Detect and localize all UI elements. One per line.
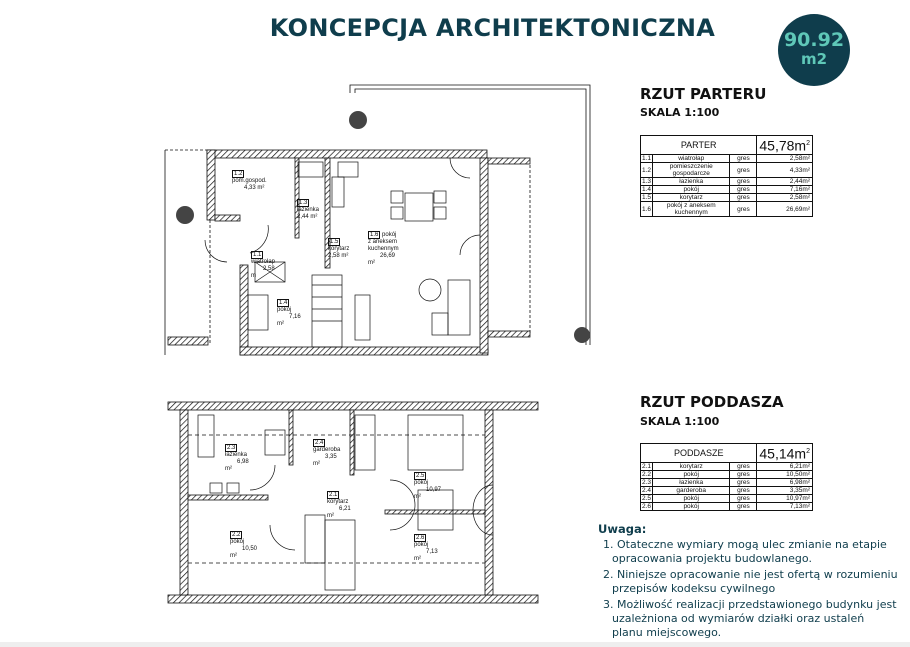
notes-heading: Uwaga: [598, 522, 647, 536]
room-label: 2.5 pokój 10,97 m² [414, 473, 442, 500]
floor-finish: gres [730, 471, 757, 479]
room-number: 2.3 [642, 479, 652, 486]
room-name: pokój [653, 503, 730, 511]
floor-finish: gres [730, 479, 757, 487]
room-label: 2.4 garderoba 3,35 m² [313, 440, 341, 467]
room-name: wiatrołap [653, 155, 730, 163]
floor-finish: gres [730, 186, 757, 194]
total-area-badge [778, 14, 850, 86]
room-name: pokój z aneksem kuchennym [653, 202, 730, 217]
room-number: 1.4 [642, 186, 652, 193]
table-total: $45,78m^2$ [757, 136, 813, 155]
bottom-divider [0, 642, 910, 647]
room-label: 1.2 pom.gospod. 4,33 m² [232, 171, 267, 191]
room-label: 1.1 wiatrołap 2,58 m [251, 252, 276, 279]
ground-floor-scale: SKALA 1:100 [640, 106, 720, 119]
room-area: 7,13m² [757, 503, 813, 511]
room-number: 1.3 [642, 178, 652, 185]
table-row [641, 186, 813, 194]
floor-finish: gres [730, 463, 757, 471]
room-name: pomieszczenie gospodarcze [653, 163, 730, 178]
room-area: 2,44m² [757, 178, 813, 186]
table-row [641, 503, 813, 511]
room-number: 1.5 [642, 194, 652, 201]
room-label: 1.6 pokój z aneksem kuchennym 26,69 m² [368, 232, 399, 266]
attic-area-table [640, 443, 813, 511]
room-area: 6,98m² [757, 479, 813, 487]
room-area: 2,58m² [757, 155, 813, 163]
floor-finish: gres [730, 163, 757, 178]
room-area: 10,97m² [757, 495, 813, 503]
room-name: korytarz [653, 194, 730, 202]
room-area: 2,58m² [757, 194, 813, 202]
table-row [641, 178, 813, 186]
room-name: pokój [653, 471, 730, 479]
floor-finish: gres [730, 487, 757, 495]
room-name: korytarz [653, 463, 730, 471]
table-total: $45,14m^2$ [757, 444, 813, 463]
room-area: 4,33m² [757, 163, 813, 178]
room-label: 1.4 pokój 7,16 m² [277, 300, 301, 327]
attic-scale: SKALA 1:100 [640, 415, 720, 428]
table-name: PARTER [641, 136, 757, 155]
room-number: 1.2 [641, 163, 653, 178]
table-row [641, 495, 813, 503]
total-area-value: 90.92 [783, 29, 845, 51]
floor-finish: gres [730, 178, 757, 186]
room-area: 10,50m² [757, 471, 813, 479]
ground-floor-plan [150, 75, 610, 370]
notes [598, 522, 898, 640]
room-number: 2.6 [642, 503, 652, 510]
room-number: 2.4 [642, 487, 652, 494]
room-area: 6,21m² [757, 463, 813, 471]
room-label: 2.3 łazienka 6,98 m² [225, 445, 249, 472]
room-area: 26,69m² [757, 202, 813, 217]
table-name: PODDASZE [641, 444, 757, 463]
room-name: garderoba [653, 487, 730, 495]
room-number: 1.1 [642, 155, 652, 162]
floor-finish: gres [730, 155, 757, 163]
room-label: 1.5 korytarz 2,58 m² [328, 239, 350, 259]
floor-finish: gres [730, 495, 757, 503]
note-item: 3. Możliwość realizacji przedstawionego budynku jest uzależniona od wymiarów działki oraz ustaleń planu miejscowego. [603, 598, 897, 639]
room-area: 3,35m² [757, 487, 813, 495]
floor-finish: gres [730, 503, 757, 511]
room-name: łazienka [653, 479, 730, 487]
table-row [641, 163, 813, 178]
room-label: 2.6 pokój 7,13 m² [414, 535, 438, 562]
room-label: 2.2 pokój 10,50 m² [230, 532, 258, 559]
room-number: 2.1 [642, 463, 652, 470]
room-label: 1.3 łazienka 2,44 m² [297, 200, 320, 220]
table-row [641, 471, 813, 479]
attic-title: RZUT PODDASZA [640, 393, 784, 411]
room-label: 2.1 korytarz 6,21 m² [327, 492, 351, 519]
total-area-unit: m2 [800, 50, 828, 68]
table-row [641, 194, 813, 202]
room-name: pokój [653, 186, 730, 194]
room-name: łazienka [653, 178, 730, 186]
table-row [641, 463, 813, 471]
table-header-row [641, 444, 813, 463]
table-row [641, 155, 813, 163]
room-number: 2.5 [642, 495, 652, 502]
note-item: 1. Otateczne wymiary mogą ulec zmianie na etapie opracowania projektu budowlanego. [603, 538, 887, 565]
room-number: 2.2 [642, 471, 652, 478]
table-row [641, 202, 813, 217]
page-title: KONCEPCJA ARCHITEKTONICZNA [269, 14, 716, 42]
ground-floor-title: RZUT PARTERU [640, 85, 767, 103]
table-row [641, 487, 813, 495]
table-header-row [641, 136, 813, 155]
floor-finish: gres [730, 202, 757, 217]
attic-floor-plan [160, 395, 545, 615]
room-number: 1.6 [641, 202, 653, 217]
room-name: pokój [653, 495, 730, 503]
floor-finish: gres [730, 194, 757, 202]
ground-floor-area-table [640, 135, 813, 217]
table-row [641, 479, 813, 487]
note-item: 2. Niniejsze opracowanie nie jest ofertą w rozumieniu przepisów kodeksu cywilnego [603, 568, 898, 595]
room-area: 7,16m² [757, 186, 813, 194]
